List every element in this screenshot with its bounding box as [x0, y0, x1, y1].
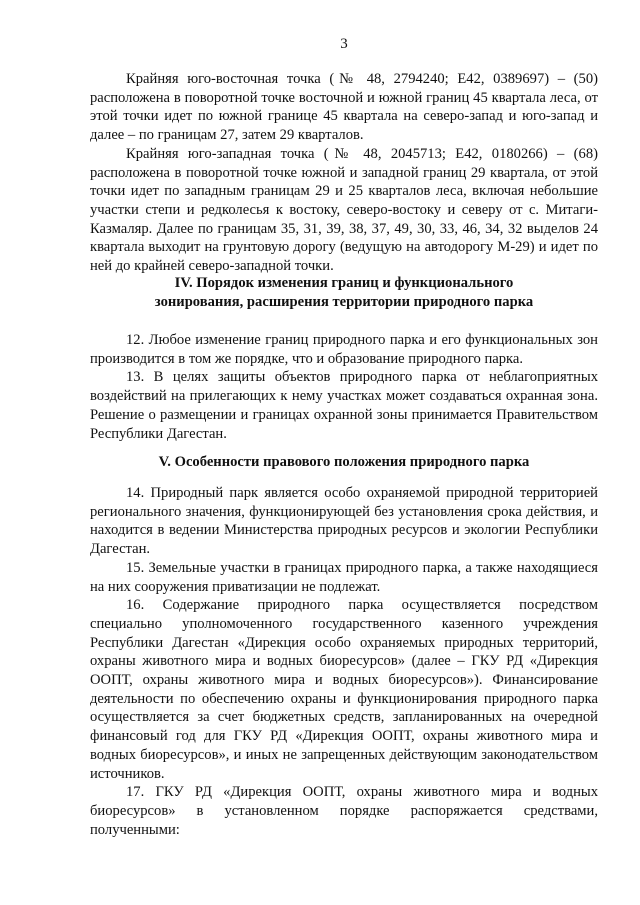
boundary-description-block [90, 70, 598, 276]
section-iv-title-line1: IV. Порядок изменения границ и функционального [174, 275, 514, 291]
paragraph-13: 13. В целях защиты объектов природного парка от неблагоприятных воздействий на прилегающих к нему участках может создаваться охранная зона. Решение о размещении и границах охранной зоны принимается Правительством Республики Дагестан. [90, 369, 598, 442]
section-iv-heading [90, 274, 598, 311]
section-v-title: V. Особенности правового положения природного парка [158, 454, 530, 470]
section-iv-title-line2: зонирования, расширения территории природного парка [154, 293, 534, 310]
paragraph-16: 16. Содержание природного парка осуществляется посредством специально уполномоченного государственного казенного учреждения Республики Дагестан «Дирекция особо охраняемых природных территорий, охраны животного мира и водных биоресурсов» (далее – ГКУ РД «Дирекция ООПТ, охраны животного мира и водных биоресурсов»). Финансирование деятельности по обеспечению охраны и функционирования природного парка осуществляется за счет бюджетных средств, запланированных на очередной финансовый год для ГКУ РД «Дирекция ООПТ, охраны животного мира и водных биоресурсов», и иных не запрещенных действующим законодательством источников. [90, 597, 598, 782]
page-number: 3 [340, 36, 348, 52]
section-iv-body [90, 331, 598, 443]
paragraph-15: 15. Земельные участки в границах природного парка, а также находящиеся на них сооружения приватизации не подлежат. [90, 559, 598, 595]
paragraph-12: 12. Любое изменение границ природного парка и его функциональных зон производится в том же порядке, что и образование природного парка. [90, 332, 598, 367]
paragraph-southeast-point: Крайняя юго-восточная точка (№ 48, 2794240; E42, 0389697) – (50) расположена в поворотной точке восточной и южной границ 45 квартала леса, от этой точки идет по южной границе 45 квартала на северо-запад и юго-запад и далее – по границам 27, затем 29 кварталов. [90, 71, 598, 144]
section-v-heading [90, 453, 598, 472]
paragraph-southwest-point: Крайняя юго-западная точка (№ 48, 2045713; E42, 0180266) – (68) расположена в поворотной точке южной и западной границ 29 квартала, от этой точки идет по западным границам 29 и 25 кварталов леса, включая небольшие участки степи и редколесья к востоку, северо-востоку и северу от с. Митаги-Казмаляр. Далее по границам 35, 31, 39, 38, 37, 49, 30, 33, 46, 34, 32 выделов 24 квартала выходит на грунтовую дорогу (ведущую на автодорогу М-29) и идет по ней до крайней северо-западной точки. [90, 145, 598, 275]
paragraph-14: 14. Природный парк является особо охраняемой природной территорией регионального значения, функционирующей без установления срока действия, и находится в ведении Министерства природных ресурсов и экологии Республики Дагестан. [90, 485, 598, 558]
paragraph-17: 17. ГКУ РД «Дирекция ООПТ, охраны животного мира и водных биоресурсов» в установленном порядке распоряжается средствами, полученными: [90, 784, 598, 838]
section-v-body [90, 484, 598, 839]
